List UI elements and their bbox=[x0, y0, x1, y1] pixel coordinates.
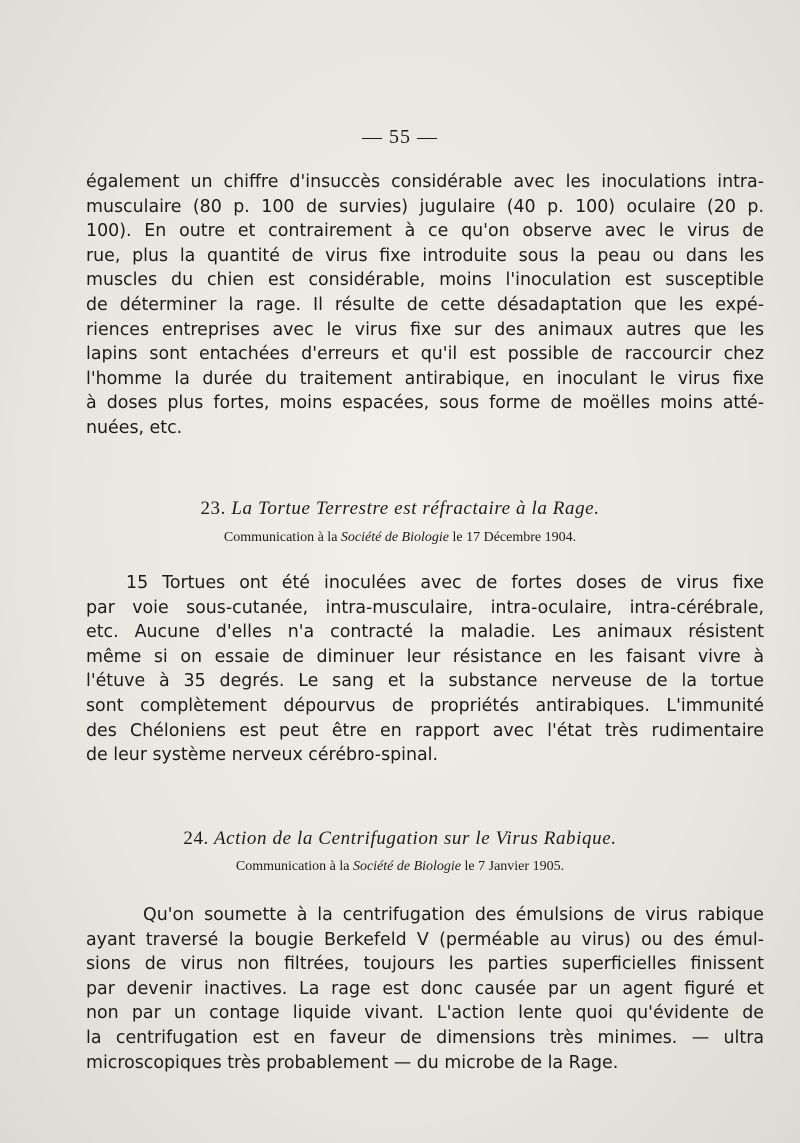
text-line: ayant traversé la bougie Berkefeld V (perméable au virus) ou des émul- bbox=[86, 929, 764, 950]
section-23-number: 23. bbox=[200, 498, 226, 519]
section-23-heading bbox=[0, 498, 800, 520]
communication-date: le 7 Janvier 1905. bbox=[464, 859, 565, 874]
text-line: 15 Tortues ont été inoculées avec de fortes doses de virus fixe bbox=[126, 573, 764, 593]
text-line: de déterminer la rage. Il résulte de cette désadaptation que les expé- bbox=[86, 294, 764, 315]
communication-prefix: Communication à la bbox=[223, 530, 338, 545]
text-line: de leur système nerveux cérébro-spinal. bbox=[86, 745, 439, 766]
text-line: lapins sont entachées d'erreurs et qu'il est possible de raccourcir chez bbox=[86, 344, 764, 365]
page-number: — 55 — bbox=[362, 126, 438, 148]
text-line: sont complètement dépourvus de propriétés antirabiques. L'immunité bbox=[86, 695, 764, 716]
text-line: sions de virus non filtrées, toujours les parties superficielles finissent bbox=[86, 954, 764, 975]
text-line: non par un contage liquide vivant. L'action lente quoi qu'évidente de bbox=[86, 1003, 764, 1024]
text-line: la centrifugation est en faveur de dimensions très minimes. — ultra bbox=[86, 1027, 764, 1048]
paragraph-1 bbox=[86, 170, 764, 441]
text-line: etc. Aucune d'elles n'a contracté la maladie. Les animaux résistent bbox=[86, 622, 764, 643]
text-line: musculaire (80 p. 100 de survies) jugulaire (40 p. 100) oculaire (20 p. bbox=[86, 196, 764, 217]
society-name: Société de Biologie bbox=[352, 859, 462, 874]
section-24-title: Action de la Centrifugation sur le Virus Rabique. bbox=[213, 828, 617, 849]
society-name: Société de Biologie bbox=[340, 530, 449, 545]
paragraph-3 bbox=[86, 903, 764, 1075]
text-line: l'homme la durée du traitement antirabique, en inoculant le virus fixe bbox=[86, 368, 764, 389]
text-line: également un chiffre d'insuccès considérable avec les inoculations intra- bbox=[86, 172, 764, 192]
text-line: des Chéloniens est peut être en rapport avec l'état très rudimentaire bbox=[86, 720, 764, 741]
text-line: microscopiques très probablement — du microbe de la Rage. bbox=[86, 1052, 619, 1073]
section-23-title: La Tortue Terrestre est réfractaire à la Rage. bbox=[231, 498, 600, 519]
text-line: muscles du chien est considérable, moins l'inoculation est susceptible bbox=[86, 270, 764, 291]
section-24-heading bbox=[0, 828, 800, 850]
communication-prefix: Communication à la bbox=[235, 859, 350, 874]
paragraph-2 bbox=[86, 571, 764, 768]
text-line: même si on essaie de diminuer leur résistance en les faisant vivre à bbox=[86, 646, 764, 667]
text-line: l'étuve à 35 degrés. Le sang et la substance nerveuse de la tortue bbox=[86, 671, 764, 692]
text-line: riences entreprises avec le virus fixe sur des animaux autres que les bbox=[86, 319, 764, 340]
text-line: 100). En outre et contrairement à ce qu'on observe avec le virus de bbox=[86, 221, 764, 242]
text-line: nuées, etc. bbox=[86, 417, 183, 438]
communication-date: le 17 Décembre 1904. bbox=[452, 530, 577, 545]
text-line: Qu'on soumette à la centrifugation des émulsions de virus rabique bbox=[143, 905, 764, 925]
section-23-communication bbox=[0, 530, 800, 546]
text-line: rue, plus la quantité de virus fixe introduite sous la peau ou dans les bbox=[86, 245, 764, 266]
section-24-communication bbox=[0, 859, 800, 875]
text-line: par voie sous-cutanée, intra-musculaire, intra-oculaire, intra-cérébrale, bbox=[86, 597, 764, 618]
section-24-number: 24. bbox=[183, 828, 209, 849]
text-line: à doses plus fortes, moins espacées, sous forme de moëlles moins atté- bbox=[86, 393, 764, 414]
text-line: par devenir inactives. La rage est donc causée par un agent figuré et bbox=[86, 978, 764, 999]
